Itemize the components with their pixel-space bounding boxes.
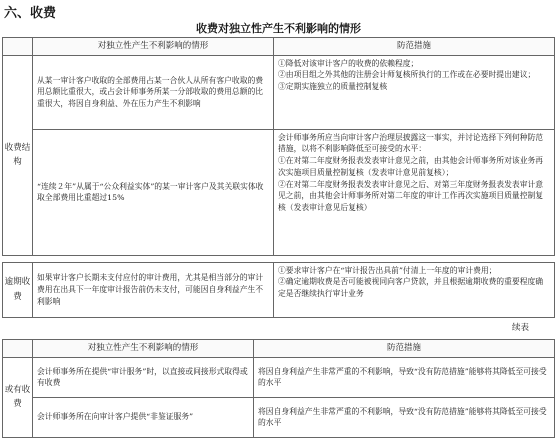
situation-cell: 如果审计客户长期未支付应付的审计费用，尤其是相当部分的审计费用在出具下一年度审计报告前仍未支付，可能因自身利益产生不利影响 bbox=[33, 262, 274, 317]
measures-cell bbox=[274, 262, 555, 317]
measures-cell: 将因自身利益产生非常严重的不利影响，导致“没有防范措施”能够将其降低至可接受的水平 bbox=[254, 397, 555, 437]
category-fee-structure: 收费结构 bbox=[3, 55, 33, 255]
situation-cell: “连续２年”从属于“公众利益实体”的某一审计客户及其关联实体收取全部费用比重超过15% bbox=[33, 129, 274, 255]
header-category bbox=[3, 340, 33, 358]
measure-item: ②在对第二年度财务报表发表审计意见之后、对第三年度财务报表发表审计意见之前，由其他会计师事务所对第二年度的审计工作再次实施项目质量控制复核（发表审计意见后复核） bbox=[278, 179, 544, 212]
header-situation: 对独立性产生不利影响的情形 bbox=[33, 38, 274, 56]
situation-cell: 会计师事务所在向审计客户提供“非鉴证服务” bbox=[33, 397, 254, 437]
category-overdue-fees: 逾期收费 bbox=[3, 262, 33, 317]
table-row bbox=[3, 262, 555, 317]
measures-cell bbox=[274, 55, 555, 129]
measures-cell: 将因自身利益产生非常严重的不利影响，导致“没有防范措施”能够将其降低至可接受的水平 bbox=[254, 357, 555, 397]
header-measures: 防范措施 bbox=[254, 340, 555, 358]
table-caption: 收费对独立性产生不利影响的情形 bbox=[196, 22, 361, 35]
category-contingent-fees: 或有收费 bbox=[3, 357, 33, 437]
measure-item: ②由项目组之外其他的注册会计师复核所执行的工作或在必要时提出建议； bbox=[278, 70, 536, 80]
header-category bbox=[3, 38, 33, 56]
measure-item: 会计师事务所应当向审计客户治理层披露这一事实，并讨论选择下列何种防范措施，以将不利影响降低至可接受的水平： bbox=[278, 132, 544, 154]
contingent-fee-table bbox=[2, 339, 555, 438]
section-heading: 六、收费 bbox=[4, 6, 57, 21]
measure-item: ①降低对该审计客户的收费的依赖程度； bbox=[278, 58, 419, 68]
header-situation: 对独立性产生不利影响的情形 bbox=[33, 340, 254, 358]
situation-cell: 会计师事务所在提供“审计服务”时，以直接或间接形式取得或有收费 bbox=[33, 357, 254, 397]
measure-item: ①要求审计客户在“审计报告出具前”付清上一年度的审计费用； bbox=[278, 265, 497, 275]
header-measures: 防范措施 bbox=[274, 38, 555, 56]
table-row bbox=[3, 55, 555, 129]
situation-cell: 从某一审计客户收取的全部费用占某一合伙人从所有客户收取的费用总额比重很大，或占会计师事务所某一分部收取的费用总额的比重很大，将因自身利益、外在压力产生不利影响 bbox=[33, 55, 274, 129]
table-row bbox=[3, 397, 555, 437]
measure-item: ②确定逾期收费是否可能被视同向客户贷款，并且根据逾期收费的重要程度确定是否继续执行审计业务 bbox=[278, 277, 544, 299]
table-row bbox=[3, 129, 555, 255]
measures-cell bbox=[274, 129, 555, 255]
table-row bbox=[3, 357, 555, 397]
fee-independence-table bbox=[2, 37, 555, 318]
measure-item: ①在对第二年度财务报表发表审计意见之前，由其他会计师事务所对该业务再次实施项目质量控制复核（发表审计意见前复核）； bbox=[278, 156, 544, 177]
continued-label: 续表 bbox=[511, 323, 529, 333]
measure-item: ③定期实施独立的质量控制复核 bbox=[278, 82, 388, 92]
